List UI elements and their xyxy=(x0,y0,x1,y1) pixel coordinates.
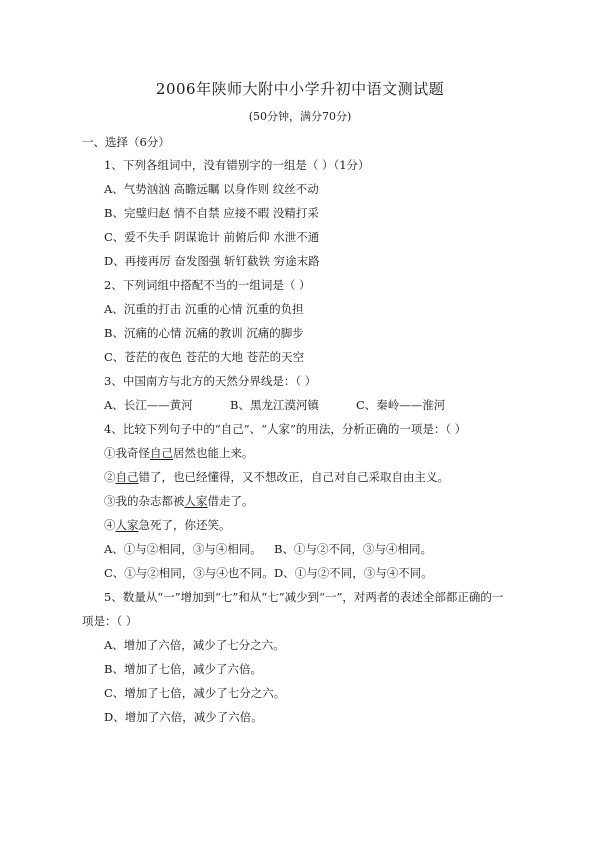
question-3-option-a: A、长江——黄河 xyxy=(104,398,193,412)
underlined-word: 人家 xyxy=(184,494,208,508)
question-4-option-b: B、①与②不同，③与④相同。 xyxy=(274,542,432,556)
question-5-stem-continued: 项是：（ ） xyxy=(82,614,138,628)
question-5-option-b: B、增加了七倍，减少了六倍。 xyxy=(104,662,262,676)
question-1-option-c: C、爱不失手 阴谋诡计 前俯后仰 水泄不通 xyxy=(104,230,320,244)
question-4-stem: 4、比较下列句子中的“自己”、“人家”的用法，分析正确的一项是：（ ） xyxy=(104,422,467,436)
question-4-sentence-2: ②自己错了，也已经懂得，又不想改正，自己对自己采取自由主义。 xyxy=(104,470,449,484)
question-3-option-c: C、秦岭——淮河 xyxy=(356,398,446,412)
underlined-word: 人家 xyxy=(115,518,139,532)
question-4-option-a: A、①与②相同，③与④相同。 xyxy=(104,542,262,556)
question-2-option-b: B、沉痛的心情 沉痛的教训 沉痛的脚步 xyxy=(104,326,304,340)
underlined-word: 自己 xyxy=(115,470,139,484)
question-4-sentence-3: ③我的杂志都被人家借走了。 xyxy=(104,494,254,508)
question-1-option-d: D、再接再厉 奋发图强 斩钉截铁 穷途末路 xyxy=(104,254,320,268)
question-4-sentence-4: ④人家急死了，你还笑。 xyxy=(104,518,231,532)
question-4-option-d: D、①与②不同，③与④不同。 xyxy=(274,566,433,580)
page-subtitle: (50分钟，满分70分) xyxy=(248,110,352,123)
question-5-option-d: D、增加了六倍，减少了六倍。 xyxy=(104,710,263,724)
question-2-option-a: A、沉重的打击 沉重的心情 沉重的负担 xyxy=(104,302,304,316)
question-1-option-a: A、气势汹汹 高瞻远瞩 以身作则 纹丝不动 xyxy=(104,182,319,196)
question-4-option-c: C、①与②相同，③与④也不同。 xyxy=(104,566,274,580)
question-2-option-c: C、苍茫的夜色 苍茫的大地 苍茫的天空 xyxy=(104,350,305,364)
question-5-stem: 5、数量从“一”增加到“七”和从“七”减少到“一”，对两者的表述全部都正确的一 xyxy=(104,590,504,604)
question-4-options-row-1 xyxy=(104,541,432,557)
page-title: 2006年陕师大附中小学升初中语文测试题 xyxy=(155,80,445,98)
question-3-stem: 3、中国南方与北方的天然分界线是：（ ） xyxy=(104,374,317,388)
section-heading: 一、选择（6分） xyxy=(82,135,170,149)
question-4-options-row-2 xyxy=(104,565,433,581)
question-3-options xyxy=(104,397,445,413)
question-4-sentence-1: ①我奇怪自己居然也能上来。 xyxy=(104,446,254,460)
question-3-option-b: B、黑龙江漠河镇 xyxy=(230,398,319,412)
question-2-stem: 2、下列词组中搭配不当的一组词是（ ） xyxy=(104,278,311,292)
question-1-option-b: B、完璧归赵 情不自禁 应接不暇 没精打采 xyxy=(104,206,319,220)
underlined-word: 自己 xyxy=(150,446,173,460)
question-5-option-c: C、增加了七倍，减少了七分之六。 xyxy=(104,686,286,700)
question-5-option-a: A、增加了六倍，减少了七分之六。 xyxy=(104,638,285,652)
question-1-stem: 1、下列各组词中，没有错别字的一组是（ ）（1分） xyxy=(104,158,370,172)
